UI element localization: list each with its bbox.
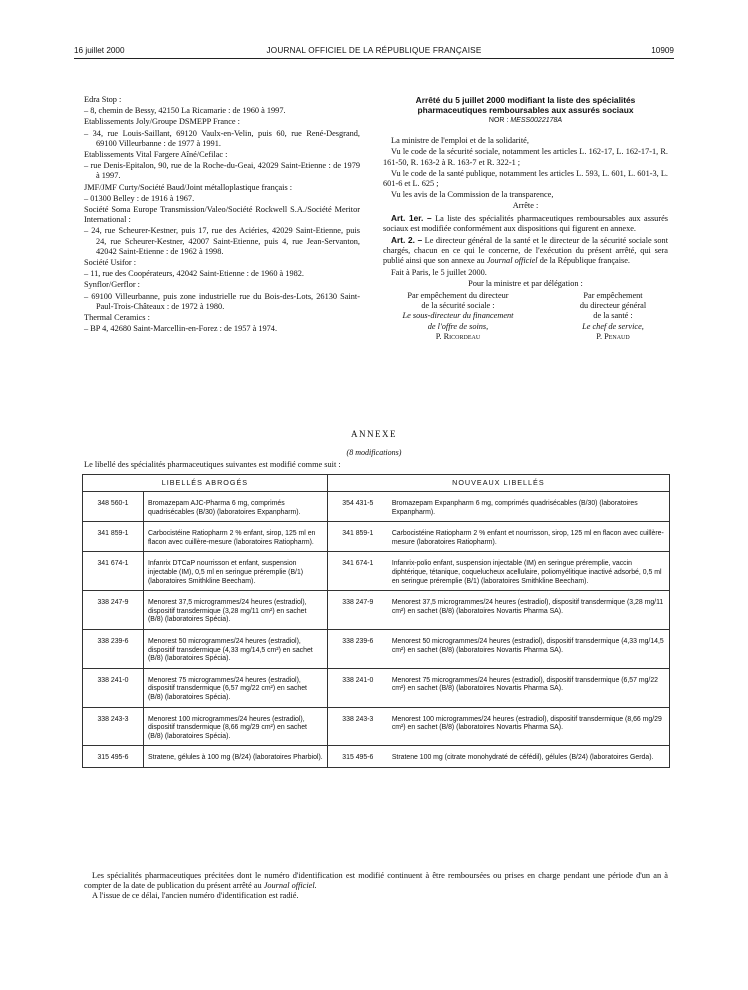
footer-paragraph-1 [84, 871, 668, 891]
table-row [83, 492, 670, 522]
annexe-table [82, 474, 670, 768]
header-date: 16 juillet 2000 [74, 46, 125, 55]
article-2-label: Art. 2. – [391, 235, 423, 246]
signatures [383, 291, 668, 342]
company-name: JMF/JMF Curty/Société Baud/Joint métalloplastique français : [84, 182, 293, 192]
old-code-cell: 348 560-1 [83, 492, 144, 522]
article-2 [383, 235, 668, 267]
new-code-cell: 341 859-1 [327, 522, 388, 552]
old-code-cell: 338 239-6 [83, 629, 144, 668]
sig-right-line: de la santé : [593, 311, 633, 321]
old-code-cell: 338 247-9 [83, 591, 144, 630]
address-line: – 11, rue des Coopérateurs, 42042 Saint-Etienne : de 1960 à 1982. [84, 269, 304, 279]
sig-left-line: Par empêchement du directeur [407, 291, 509, 301]
address-line: – BP 4, 42680 Saint-Marcellin-en-Forez : de 1957 à 1974. [84, 324, 278, 334]
pour-la-ministre: Pour la ministre et par délégation : [468, 278, 583, 288]
new-label-cell: Menorest 37,5 microgrammes/24 heures (estradiol), dispositif transdermique (3,28 mg/11 cm²) en sachet (B/8) (laboratoires Novartis Pharma SA). [388, 591, 670, 630]
new-code-cell: 315 495-6 [327, 746, 388, 768]
visa-paragraph: La ministre de l'emploi et de la solidarité, [391, 136, 529, 146]
old-code-cell: 341 859-1 [83, 522, 144, 552]
company-name: Société Soma Europe Transmission/Valeo/Société Rockwell S.A./Société Meritor International : [84, 205, 360, 225]
old-label-cell: Menorest 37,5 microgrammes/24 heures (estradiol), dispositif transdermique (3,28 mg/11 cm²) en sachet (B/8) (laboratoires Spécia). [144, 591, 328, 630]
annexe-title: ANNEXE [351, 429, 397, 439]
article-1-label: Art. 1er. – [391, 212, 432, 223]
article-1 [383, 213, 668, 234]
old-label-cell: Bromazepam AJC-Pharma 6 mg, comprimés quadrisécables (B/30) (laboratoires Expanpharm). [144, 492, 328, 522]
old-code-cell: 341 674-1 [83, 552, 144, 591]
sig-right-line: Par empêchement [583, 291, 643, 301]
old-label-cell: Menorest 50 microgrammes/24 heures (estradiol), dispositif transdermique (4,33 mg/14,5 cm²) en sachet (B/8) (laboratoires Spécia). [144, 629, 328, 668]
signature-left [383, 291, 533, 342]
arrete-title: Arrêté du 5 juillet 2000 modifiant la liste des spécialités pharmaceutiques remboursables aux assurés sociaux [415, 95, 636, 115]
new-label-cell: Carbocistéine Ratiopharm 2 % enfant et nourrisson, sirop, 125 ml en flacon avec cuillère-mesure (laboratoires Ratiopharm). [388, 522, 670, 552]
table-row [83, 522, 670, 552]
left-column [84, 95, 360, 335]
new-code-cell: 354 431-5 [327, 492, 388, 522]
sig-left-line: de l'offre de soins, [427, 321, 489, 331]
new-code-cell: 338 239-6 [327, 629, 388, 668]
new-label-cell: Stratene 100 mg (citrate monohydraté de céfédil), gélules (B/24) (laboratoires Gerda). [388, 746, 670, 768]
article-2-text: Le directeur général de la santé et le directeur de la sécurité sociale sont chargés, chacun en ce qui le concerne, de l'exécution du présent arrêté, qui sera publié ainsi que son annexe au [383, 236, 668, 266]
sig-left-line: de la sécurité sociale : [421, 301, 495, 311]
new-label-cell: Menorest 50 microgrammes/24 heures (estradiol), dispositif transdermique (4,33 mg/14,5 cm²) en sachet (B/8) (laboratoires Novartis Pharma SA). [388, 629, 670, 668]
signature-right [558, 291, 668, 342]
footer-text [84, 871, 668, 902]
header-page-number: 10909 [651, 46, 674, 55]
old-label-cell: Menorest 100 microgrammes/24 heures (estradiol), dispositif transdermique (8,66 mg/29 cm²) en sachet (B/8) (laboratoires Spécia). [144, 707, 328, 746]
annexe-table-body [83, 492, 670, 768]
nor-code: MESS0022178A [510, 117, 563, 124]
new-label-cell: Menorest 100 microgrammes/24 heures (estradiol), dispositif transdermique (8,66 mg/29 cm²) en sachet (B/8) (laboratoires Novartis Pharma SA). [388, 707, 670, 746]
header-journal-title: JOURNAL OFFICIEL DE LA RÉPUBLIQUE FRANÇAISE [266, 46, 482, 55]
sig-right-name: P. Penaud [596, 331, 630, 341]
address-line: – 69100 Villeurbanne, puis zone industrielle rue du Bois-des-Lots, 26130 Saint-Paul-Trois-Châteaux : de 1972 à 1980. [84, 291, 360, 311]
new-label-cell: Infanrix-polio enfant, suspension injectable (IM) en seringue préremplie, vaccin diphtérique, tétanique, coquelucheux acellulaire, poliomyélitique inactivé adsorbé, 0,5 ml en seringue préremplie (B/1) (laboratoires Smithkline Beecham). [388, 552, 670, 591]
address-line: – 24, rue Scheurer-Kestner, puis 17, rue des Aciéries, 42029 Saint-Etienne, puis 24, rue Scheurer-Kestner, 42007 Saint-Etienne, puis 4, rue Jean-Servanton, 42042 Saint-Etienne : de 1962 à 1998. [84, 226, 360, 256]
annexe-intro: Le libellé des spécialités pharmaceutiques suivantes est modifié comme suit : [84, 460, 341, 469]
company-name: Thermal Ceramics : [84, 313, 150, 323]
company-name: Etablissements Vital Fargere Aîné/Cefilac : [84, 150, 228, 160]
footer-paragraph-1-text: Les spécialités pharmaceutiques précitées dont le numéro d'identification est modifié continuent à être remboursées ou prises en charge pendant une période d'un an à compter de la date de publication du présent arrêté au [84, 871, 668, 891]
column-header-new: NOUVEAUX LIBELLÉS [327, 475, 669, 492]
table-row [83, 746, 670, 768]
new-code-cell: 338 247-9 [327, 591, 388, 630]
table-row [83, 552, 670, 591]
old-code-cell: 338 243-3 [83, 707, 144, 746]
page-header [74, 44, 674, 59]
old-label-cell: Menorest 75 microgrammes/24 heures (estradiol), dispositif transdermique (6,57 mg/22 cm²) en sachet (B/8) (laboratoires Spécia). [144, 668, 328, 707]
table-row [83, 591, 670, 630]
old-label-cell: Carbocistéine Ratiopharm 2 % enfant, sirop, 125 ml en flacon avec cuillère-mesure (laboratoires Ratiopharm). [144, 522, 328, 552]
nor-reference [383, 116, 668, 126]
sig-left-name: P. Ricordeau [435, 331, 481, 341]
sig-left-line: Le sous-directeur du financement [402, 311, 514, 321]
arrete-word: Arrête : [512, 201, 539, 211]
address-line: – 8, chemin de Bessy, 42150 La Ricamarie : de 1960 à 1997. [84, 106, 286, 116]
visa-paragraph: Vu le code de la santé publique, notamment les articles L. 593, L. 601, L. 601-3, L. 601-6 et L. 625 ; [383, 168, 668, 189]
table-row [83, 668, 670, 707]
article-1-text: La liste des spécialités pharmaceutiques remboursables aux assurés sociaux est modifiée conformément aux dispositions qui figurent en annexe. [383, 213, 668, 233]
footer-paragraph-2: A l'issue de ce délai, l'ancien numéro d'identification est radié. [92, 891, 299, 901]
column-header-old: LIBELLÉS ABROGÉS [83, 475, 328, 492]
company-name: Synflor/Gerflor : [84, 280, 140, 290]
right-column-arrete [383, 95, 668, 342]
table-row [83, 707, 670, 746]
table-row [83, 629, 670, 668]
new-code-cell: 338 241-0 [327, 668, 388, 707]
nor-label: NOR : [488, 117, 509, 124]
address-line: – 01300 Belley : de 1916 à 1967. [84, 193, 195, 203]
old-label-cell: Stratene, gélules à 100 mg (B/24) (laboratoires Pharbiol). [144, 746, 328, 768]
sig-right-line: Le chef de service, [582, 321, 644, 331]
company-name: Etablissements Joly/Groupe DSMEPP France : [84, 117, 240, 127]
visa-paragraph: Vu le code de la sécurité sociale, notamment les articles L. 162-17, L. 162-17-1, R. 161-50, R. 163-2 à R. 163-7 et R. 322-1 ; [383, 147, 668, 167]
new-code-cell: 341 674-1 [327, 552, 388, 591]
fait-a-paris: Fait à Paris, le 5 juillet 2000. [391, 267, 487, 277]
old-label-cell: Infanrix DTCaP nourrisson et enfant, suspension injectable (IM), 0,5 ml en seringue préremplie (B/1) (laboratoires Smithkline Beecham). [144, 552, 328, 591]
company-name: Société Usifor : [84, 258, 137, 268]
article-2-text-end: de la République française. [539, 256, 631, 266]
visa-paragraph: Vu les avis de la Commission de la transparence, [391, 190, 554, 200]
new-code-cell: 338 243-3 [327, 707, 388, 746]
table-header-row [83, 475, 670, 492]
new-label-cell: Menorest 75 microgrammes/24 heures (estradiol), dispositif transdermique (6,57 mg/22 cm²) en sachet (B/8) (laboratoires Novartis Pharma SA). [388, 668, 670, 707]
annexe-subtitle: (8 modifications) [346, 448, 402, 457]
old-code-cell: 338 241-0 [83, 668, 144, 707]
company-name: Edra Stop : [84, 95, 122, 104]
sig-right-line: du directeur général [579, 301, 647, 311]
arrete-visas [383, 136, 668, 200]
new-label-cell: Bromazepam Expanpharm 6 mg, comprimés quadrisécables (B/30) (laboratoires Expanpharm). [388, 492, 670, 522]
address-line: – rue Denis-Epitalon, 90, rue de la Roche-du-Geai, 42029 Saint-Etienne : de 1979 à 1997. [84, 161, 360, 181]
old-code-cell: 315 495-6 [83, 746, 144, 768]
journal-officiel-ref: Journal officiel [486, 256, 538, 266]
footer-journal-ref: Journal officiel. [263, 881, 317, 891]
address-line: – 34, rue Louis-Saillant, 69120 Vaulx-en-Velin, puis 60, rue René-Desgrand, 69100 Villeurbanne : de 1977 à 1991. [84, 128, 360, 148]
